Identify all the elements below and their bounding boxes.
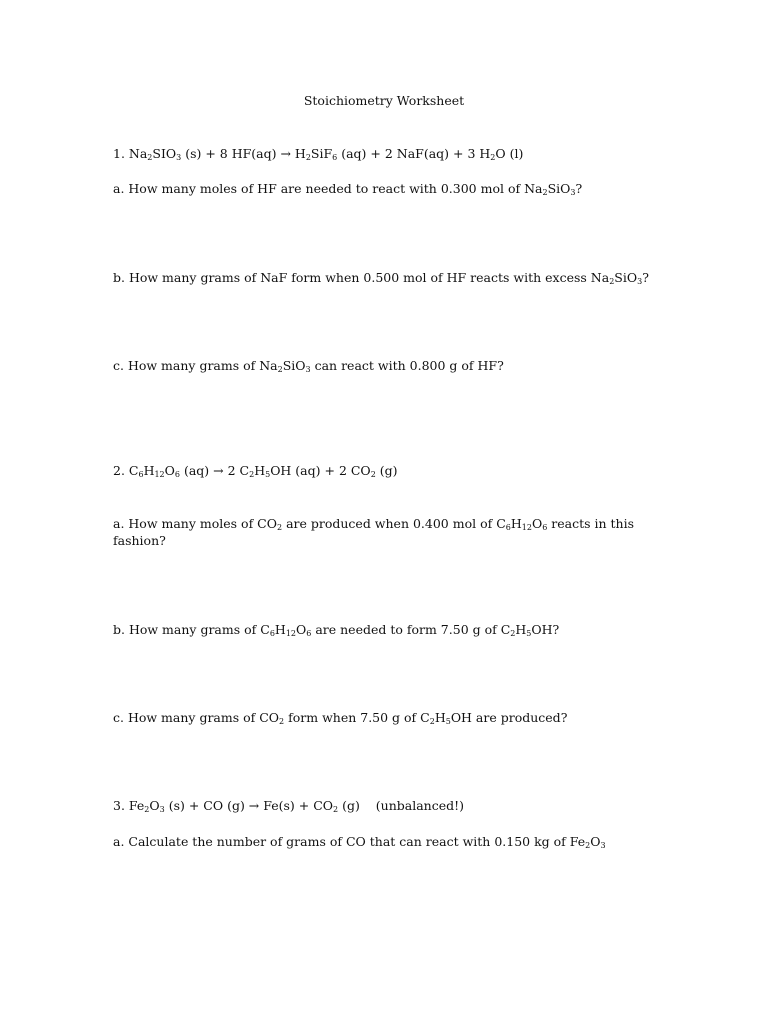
- question-2-equation: 2. $C_6H_{12}O_6$ (aq) → 2 $C_2H_5OH$ (aq) + 2 $CO_2$ (g): [113, 463, 398, 479]
- question-2c: c. How many grams of $CO_2$ form when 7.50 g of $C_2H_5OH$ are produced?: [113, 710, 568, 726]
- question-1a: a. How many moles of HF are needed to react with 0.300 mol of $Na_2SiO_3$?: [113, 181, 583, 197]
- question-2a: a. How many moles of $CO_2$ are produced when 0.400 mol of $C_6H_{12}O_6$ reacts in this fashion?: [113, 516, 635, 548]
- question-3a: a. Calculate the number of grams of CO that can react with 0.150 kg of $Fe_2O_3$: [113, 834, 606, 850]
- question-3-equation: 3. $Fe_2O_3$ (s) + CO $(g) \to Fe(s) + CO_2$ (g) (unbalanced!): [113, 798, 464, 814]
- question-1b: b. How many grams of NaF form when 0.500 mol of HF reacts with excess $Na_2SiO_3$?: [113, 270, 649, 286]
- page-title: Stoichiometry Worksheet: [303, 93, 465, 108]
- question-2b: b. How many grams of $C_6H_{12}O_6$ are needed to form 7.50 g of $C_2H_5OH$?: [113, 622, 560, 638]
- question-1c: c. How many grams of $Na_2SiO_3$ can react with 0.800 g of HF?: [113, 358, 504, 374]
- question-1-equation: 1. $Na_2SIO_3$ (s) + 8 $HF(aq) \to H_2SiF_6$ (aq) + 2 NaF(aq) + 3 $H_2O$ (l): [113, 146, 524, 162]
